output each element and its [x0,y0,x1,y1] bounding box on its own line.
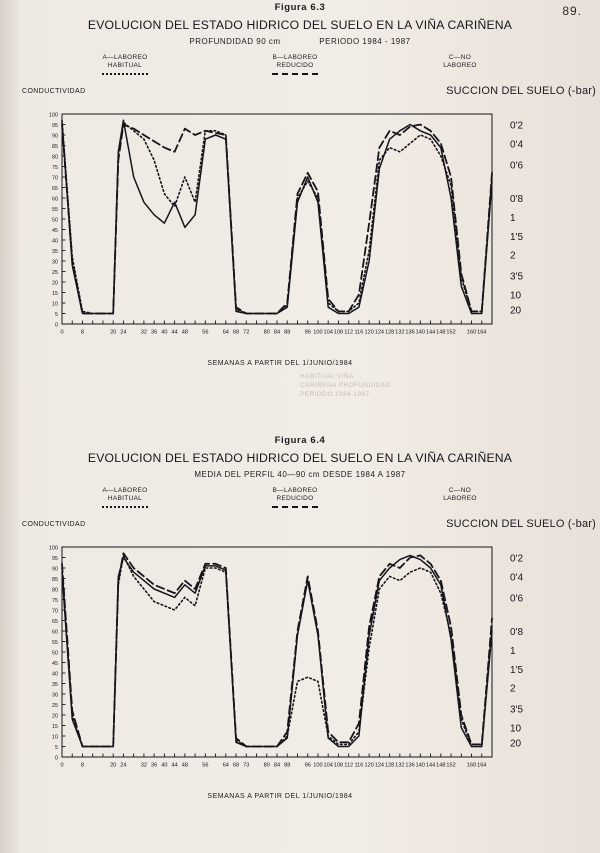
legend-item-b-line1: B—LABOREO [272,54,318,61]
svg-text:8: 8 [80,329,85,336]
svg-text:40: 40 [52,238,58,245]
svg-text:120: 120 [364,329,374,336]
svg-text:1'5: 1'5 [510,664,524,676]
svg-text:32: 32 [140,329,148,336]
legend-item-a-line2: HABITUAL [107,62,143,69]
svg-text:60: 60 [52,629,58,636]
svg-text:1'5: 1'5 [510,231,524,243]
figure-2-subtitle-left: MEDIA DEL PERFIL 40—90 cm DESDE 1984 A 1987 [194,470,406,479]
svg-text:20: 20 [110,762,117,769]
svg-text:84: 84 [273,762,281,769]
legend-item-b [240,54,350,75]
svg-text:5: 5 [55,744,58,751]
svg-text:70: 70 [52,175,58,182]
svg-text:24: 24 [120,329,127,336]
svg-text:160: 160 [466,762,477,769]
svg-text:95: 95 [52,555,58,562]
svg-text:44: 44 [171,329,178,336]
svg-text:108: 108 [333,329,344,336]
svg-text:56: 56 [202,329,209,336]
ghost-text-block [300,372,560,399]
svg-text:1: 1 [510,645,516,657]
svg-text:8: 8 [80,762,85,769]
svg-text:0: 0 [60,762,64,769]
legend-item-c-line2: LABOREO [443,62,477,69]
figure-2-plot [0,535,600,790]
svg-text:84: 84 [273,329,281,336]
svg-text:100: 100 [49,545,58,552]
svg-text:80: 80 [263,762,270,769]
svg-text:164: 164 [477,329,487,336]
svg-text:73: 73 [243,762,250,769]
svg-text:68: 68 [232,329,240,336]
svg-text:55: 55 [52,206,58,213]
svg-text:64: 64 [222,329,229,336]
legend-item-c-line1: C—NO [448,54,472,61]
figure-1-label: Figura 6.3 [274,2,326,13]
svg-text:140: 140 [415,329,426,336]
svg-text:5: 5 [55,311,58,318]
svg-text:88: 88 [284,329,291,336]
svg-text:80: 80 [263,329,270,336]
svg-text:25: 25 [52,269,58,276]
svg-text:0: 0 [60,329,64,336]
svg-text:10: 10 [510,723,522,735]
svg-text:25: 25 [52,702,58,709]
svg-text:45: 45 [52,660,58,667]
svg-text:136: 136 [405,762,415,769]
figure-1-left-axis-label: CONDUCTIVIDAD [22,88,86,95]
legend2-item-c-line2: LABOREO [443,495,477,502]
svg-text:116: 116 [354,329,364,336]
svg-text:75: 75 [52,597,58,604]
legend2-item-a-line2: HABITUAL [107,495,143,502]
svg-text:140: 140 [415,762,426,769]
svg-text:100: 100 [313,762,323,769]
svg-text:56: 56 [202,762,209,769]
svg-text:95: 95 [52,122,58,129]
legend2-item-a-line1: A—LABOREO [102,487,148,494]
svg-text:15: 15 [52,723,58,730]
svg-text:144: 144 [425,329,436,336]
svg-text:20: 20 [110,329,117,336]
svg-text:20: 20 [510,738,522,750]
figure-1-subtitle-left: PROFUNDIDAD 90 cm [189,37,281,46]
svg-text:48: 48 [181,329,188,336]
svg-text:70: 70 [52,608,58,615]
svg-text:2: 2 [510,683,516,695]
svg-text:65: 65 [52,618,58,625]
svg-text:104: 104 [323,762,333,769]
svg-text:0: 0 [55,322,58,329]
legend2-item-c [405,487,515,506]
svg-text:32: 32 [140,762,148,769]
svg-text:90: 90 [52,566,58,573]
svg-text:104: 104 [323,329,333,336]
svg-text:80: 80 [52,587,58,594]
legend2-item-b-line1: B—LABOREO [272,487,318,494]
svg-text:68: 68 [232,762,240,769]
svg-text:120: 120 [364,762,374,769]
svg-text:36: 36 [151,329,158,336]
figure-2-title: EVOLUCION DEL ESTADO HIDRICO DEL SUELO EN LA VIÑA CARIÑENA [87,451,513,465]
svg-text:0'4: 0'4 [510,572,524,584]
svg-text:128: 128 [384,329,395,336]
svg-text:0'4: 0'4 [510,139,524,151]
figure-1-title: EVOLUCION DEL ESTADO HIDRICO DEL SUELO EN LA VIÑA CARIÑENA [87,18,513,32]
figure-2 [0,435,600,800]
legend2-item-b-line2: REDUCIDO [276,495,314,502]
svg-text:124: 124 [374,329,385,336]
svg-text:10: 10 [52,301,58,308]
svg-text:152: 152 [446,329,456,336]
svg-text:128: 128 [384,762,395,769]
ghost-line-3: PERIODO 1984-1987 [300,391,370,398]
svg-text:100: 100 [313,329,323,336]
svg-text:136: 136 [405,329,415,336]
figure-2-left-axis-label: CONDUCTIVIDAD [22,521,86,528]
svg-text:0: 0 [55,755,58,762]
svg-text:40: 40 [52,671,58,678]
svg-text:88: 88 [284,762,291,769]
svg-text:20: 20 [52,713,58,720]
svg-text:96: 96 [304,762,311,769]
figure-1-legend [0,54,600,88]
legend-sample-dashed [272,73,318,75]
svg-text:72: 72 [243,329,250,336]
svg-text:30: 30 [52,692,58,699]
figure-2-label: Figura 6.4 [274,435,326,446]
figure-1-axis-labels [0,85,600,102]
legend-item-a [70,54,180,75]
figure-2-svg [0,535,600,790]
svg-text:36: 36 [151,762,158,769]
svg-text:0'6: 0'6 [510,160,524,172]
figure-1-subtitle [0,37,600,46]
svg-text:50: 50 [52,650,58,657]
figure-1-plot [0,102,600,357]
svg-text:3'5: 3'5 [510,271,524,283]
svg-text:1: 1 [510,212,516,224]
figure-2-right-axis-label: SUCCION DEL SUELO (-bar) [446,518,596,530]
svg-text:148: 148 [436,329,446,336]
svg-text:65: 65 [52,185,58,192]
svg-text:164: 164 [477,762,487,769]
legend2-item-b [240,487,350,508]
svg-text:40: 40 [161,329,168,336]
figure-1-x-caption: SEMANAS A PARTIR DEL 1/JUNIO/1984 [207,360,353,367]
svg-text:0'2: 0'2 [510,553,524,565]
svg-text:30: 30 [52,259,58,266]
svg-text:60: 60 [52,196,58,203]
svg-text:85: 85 [52,143,58,150]
svg-text:132: 132 [395,762,405,769]
svg-text:0'2: 0'2 [510,120,524,132]
ghost-line-1: HABITUAL VIÑA [300,373,354,380]
svg-text:144: 144 [425,762,436,769]
svg-text:10: 10 [52,734,58,741]
figure-1-right-axis-label: SUCCION DEL SUELO (-bar) [446,85,596,97]
figure-1-svg [0,102,600,357]
svg-text:80: 80 [52,154,58,161]
svg-text:100: 100 [49,112,58,119]
svg-text:96: 96 [304,329,311,336]
svg-text:20: 20 [510,305,522,317]
svg-text:64: 64 [222,762,229,769]
svg-text:44: 44 [171,762,178,769]
svg-text:160: 160 [466,329,477,336]
figure-1 [0,2,600,367]
legend2-sample-dashed [272,506,318,508]
svg-text:15: 15 [52,290,58,297]
svg-text:112: 112 [344,762,354,769]
svg-text:0'8: 0'8 [510,627,524,638]
svg-text:10: 10 [510,290,522,302]
legend-item-c [405,54,515,73]
figure-1-subtitle-right: PERIODO 1984 - 1987 [319,37,411,46]
legend-item-b-line2: REDUCIDO [276,62,314,69]
legend2-item-c-line1: C—NO [448,487,472,494]
svg-text:152: 152 [446,762,456,769]
svg-text:85: 85 [52,576,58,583]
svg-text:2: 2 [510,250,516,262]
svg-text:35: 35 [52,248,58,255]
figure-2-subtitle [0,470,600,479]
svg-text:40: 40 [161,762,168,769]
svg-text:20: 20 [52,280,58,287]
svg-text:132: 132 [395,329,405,336]
svg-text:48: 48 [181,762,188,769]
svg-text:24: 24 [120,762,127,769]
svg-text:55: 55 [52,639,58,646]
svg-text:45: 45 [52,227,58,234]
svg-text:124: 124 [374,762,385,769]
ghost-line-2: CARIÑENA PROFUNDIDAD [300,382,391,389]
svg-text:75: 75 [52,164,58,171]
svg-text:108: 108 [333,762,344,769]
svg-text:50: 50 [52,217,58,224]
figure-2-axis-labels [0,518,600,535]
svg-text:148: 148 [436,762,446,769]
page-number: 89. [562,4,582,18]
figure-2-legend [0,487,600,521]
svg-text:90: 90 [52,133,58,140]
figure-2-x-caption: SEMANAS A PARTIR DEL 1/JUNIO/1984 [207,793,353,800]
svg-text:0'8: 0'8 [510,194,524,205]
svg-text:116: 116 [354,762,364,769]
svg-text:35: 35 [52,681,58,688]
legend-item-a-line1: A—LABOREO [102,54,148,61]
svg-text:112: 112 [344,329,354,336]
svg-text:0'6: 0'6 [510,593,524,605]
legend2-item-a [70,487,180,508]
legend2-sample-dotted [102,506,148,508]
legend-sample-dotted [102,73,148,75]
svg-text:3'5: 3'5 [510,704,524,716]
